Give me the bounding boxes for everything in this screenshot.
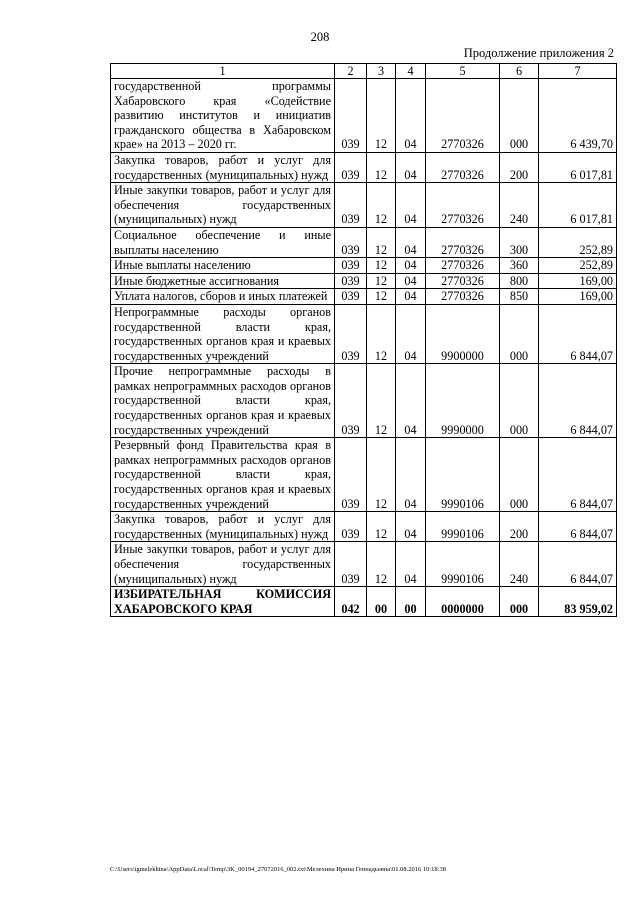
budget-table xyxy=(110,63,617,617)
ministry-code: 039 xyxy=(335,152,367,182)
continuation-label: Продолжение приложения 2 xyxy=(463,46,614,60)
target-article-code: 9990000 xyxy=(426,364,500,438)
subsection-code: 04 xyxy=(396,258,426,274)
column-header: 7 xyxy=(539,64,617,79)
expense-name: ИЗБИРАТЕЛЬНАЯ КОМИССИЯ ХАБАРОВСКОГО КРАЯ xyxy=(111,587,335,617)
target-article-code: 9900000 xyxy=(426,304,500,363)
target-article-code: 0000000 xyxy=(426,587,500,617)
subsection-code: 04 xyxy=(396,304,426,363)
amount: 6 844,07 xyxy=(539,542,617,587)
table-row xyxy=(111,152,617,182)
amount: 6 844,07 xyxy=(539,438,617,512)
target-article-code: 2770326 xyxy=(426,79,500,153)
section-code: 12 xyxy=(367,512,396,542)
expense-type-code: 000 xyxy=(500,79,539,153)
section-code: 12 xyxy=(367,438,396,512)
section-code: 12 xyxy=(367,289,396,305)
ministry-code: 039 xyxy=(335,438,367,512)
section-code: 12 xyxy=(367,183,396,228)
expense-type-code: 300 xyxy=(500,227,539,257)
subsection-code: 00 xyxy=(396,587,426,617)
amount: 6 844,07 xyxy=(539,512,617,542)
column-header: 4 xyxy=(396,64,426,79)
section-code: 12 xyxy=(367,227,396,257)
ministry-code: 039 xyxy=(335,273,367,289)
table-row xyxy=(111,258,617,274)
ministry-code: 039 xyxy=(335,227,367,257)
table-row xyxy=(111,364,617,438)
ministry-code: 042 xyxy=(335,587,367,617)
amount: 6 017,81 xyxy=(539,183,617,228)
table-header-row xyxy=(111,64,617,79)
section-code: 12 xyxy=(367,273,396,289)
column-header: 6 xyxy=(500,64,539,79)
expense-type-code: 240 xyxy=(500,542,539,587)
ministry-code: 039 xyxy=(335,79,367,153)
expense-name: Иные закупки товаров, работ и услуг для обеспечения государственных (муниципальных) нужд xyxy=(111,542,335,587)
amount: 169,00 xyxy=(539,273,617,289)
expense-name: Непрограммные расходы органов государственной власти края, государственных органов края и краевых государственных учреждений xyxy=(111,304,335,363)
expense-name: Резервный фонд Правительства края в рамках непрограммных расходов органов государственной власти края, государственных органов края и краевых государственных учреждений xyxy=(111,438,335,512)
subsection-code: 04 xyxy=(396,227,426,257)
amount: 83 959,02 xyxy=(539,587,617,617)
expense-type-code: 000 xyxy=(500,438,539,512)
ministry-code: 039 xyxy=(335,258,367,274)
table-row xyxy=(111,438,617,512)
expense-type-code: 200 xyxy=(500,512,539,542)
section-code: 12 xyxy=(367,542,396,587)
ministry-code: 039 xyxy=(335,304,367,363)
subsection-code: 04 xyxy=(396,289,426,305)
amount: 6 844,07 xyxy=(539,364,617,438)
table-row xyxy=(111,289,617,305)
subsection-code: 04 xyxy=(396,542,426,587)
amount: 6 017,81 xyxy=(539,152,617,182)
section-code: 12 xyxy=(367,258,396,274)
target-article-code: 9990106 xyxy=(426,512,500,542)
section-code: 12 xyxy=(367,79,396,153)
column-header: 2 xyxy=(335,64,367,79)
footer-file-path: C:\Users\igmelekhina\AppData\Local\Temp\3K_00194_27072016_002.txt\Мелехина Ирина Геннадьевна\01.08.2016 10:18:38 xyxy=(110,866,446,873)
table-row xyxy=(111,542,617,587)
expense-name: Иные закупки товаров, работ и услуг для обеспечения государственных (муниципальных) нужд xyxy=(111,183,335,228)
table-row xyxy=(111,227,617,257)
expense-name: Уплата налогов, сборов и иных платежей xyxy=(111,289,335,305)
target-article-code: 2770326 xyxy=(426,289,500,305)
amount: 252,89 xyxy=(539,227,617,257)
expense-name: Иные выплаты населению xyxy=(111,258,335,274)
amount: 6 844,07 xyxy=(539,304,617,363)
page-number: 208 xyxy=(310,30,330,44)
ministry-code: 039 xyxy=(335,183,367,228)
target-article-code: 2770326 xyxy=(426,273,500,289)
amount: 169,00 xyxy=(539,289,617,305)
expense-name: Закупка товаров, работ и услуг для государственных (муниципальных) нужд xyxy=(111,512,335,542)
ministry-code: 039 xyxy=(335,364,367,438)
expense-name: Прочие непрограммные расходы в рамках непрограммных расходов органов государственной власти края, государственных органов края и краевых государственных учреждений xyxy=(111,364,335,438)
target-article-code: 2770326 xyxy=(426,258,500,274)
target-article-code: 2770326 xyxy=(426,227,500,257)
table-row xyxy=(111,304,617,363)
expense-name: государственной программы Хабаровского края «Содействие развитию институтов и инициатив гражданского общества в Хабаровском крае» на 2013 – 2020 гг. xyxy=(111,79,335,153)
target-article-code: 2770326 xyxy=(426,183,500,228)
section-code: 12 xyxy=(367,152,396,182)
table-row xyxy=(111,273,617,289)
section-code: 12 xyxy=(367,304,396,363)
expense-type-code: 200 xyxy=(500,152,539,182)
table-row xyxy=(111,79,617,153)
subsection-code: 04 xyxy=(396,512,426,542)
expense-name: Иные бюджетные ассигнования xyxy=(111,273,335,289)
subsection-code: 04 xyxy=(396,152,426,182)
subsection-code: 04 xyxy=(396,183,426,228)
subsection-code: 04 xyxy=(396,438,426,512)
table-row xyxy=(111,183,617,228)
ministry-code: 039 xyxy=(335,512,367,542)
column-header: 1 xyxy=(111,64,335,79)
expense-type-code: 000 xyxy=(500,364,539,438)
expense-type-code: 800 xyxy=(500,273,539,289)
table-row xyxy=(111,512,617,542)
subsection-code: 04 xyxy=(396,273,426,289)
expense-type-code: 360 xyxy=(500,258,539,274)
section-code: 12 xyxy=(367,364,396,438)
table-row xyxy=(111,587,617,617)
column-header: 5 xyxy=(426,64,500,79)
target-article-code: 9990106 xyxy=(426,438,500,512)
amount: 6 439,70 xyxy=(539,79,617,153)
expense-type-code: 000 xyxy=(500,304,539,363)
amount: 252,89 xyxy=(539,258,617,274)
expense-name: Социальное обеспечение и иные выплаты населению xyxy=(111,227,335,257)
target-article-code: 9990106 xyxy=(426,542,500,587)
expense-type-code: 000 xyxy=(500,587,539,617)
column-header: 3 xyxy=(367,64,396,79)
ministry-code: 039 xyxy=(335,289,367,305)
expense-type-code: 850 xyxy=(500,289,539,305)
target-article-code: 2770326 xyxy=(426,152,500,182)
section-code: 00 xyxy=(367,587,396,617)
subsection-code: 04 xyxy=(396,79,426,153)
ministry-code: 039 xyxy=(335,542,367,587)
expense-type-code: 240 xyxy=(500,183,539,228)
expense-name: Закупка товаров, работ и услуг для государственных (муниципальных) нужд xyxy=(111,152,335,182)
subsection-code: 04 xyxy=(396,364,426,438)
